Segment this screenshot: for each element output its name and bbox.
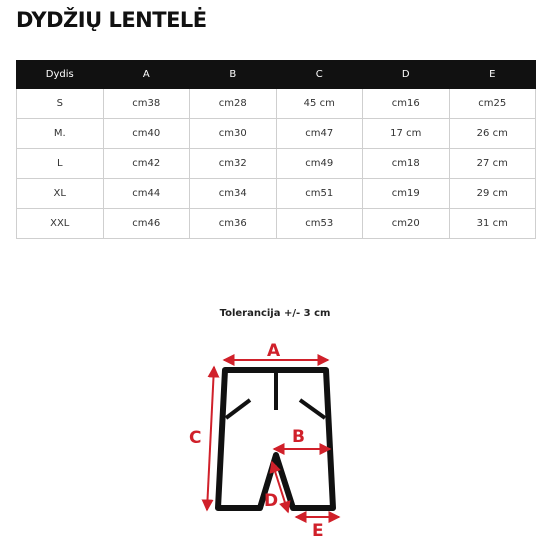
table-cell: cm42 (103, 149, 190, 179)
table-cell: 17 cm (363, 119, 450, 149)
table-cell: 29 cm (449, 179, 536, 209)
table-cell: cm38 (103, 89, 190, 119)
table-cell: S (17, 89, 104, 119)
header-a: A (103, 61, 190, 89)
header-size: Dydis (17, 61, 104, 89)
header-e: E (449, 61, 536, 89)
table-cell: XL (17, 179, 104, 209)
measure-d-label: D (264, 491, 279, 511)
table-cell: cm51 (276, 179, 363, 209)
table-cell: XXL (17, 209, 104, 239)
header-c: C (276, 61, 363, 89)
table-cell: M. (17, 119, 104, 149)
measure-c-line (207, 367, 214, 510)
table-cell: 26 cm (449, 119, 536, 149)
table-cell: 45 cm (276, 89, 363, 119)
table-cell: cm36 (190, 209, 277, 239)
table-cell: cm46 (103, 209, 190, 239)
table-cell: cm25 (449, 89, 536, 119)
table-cell: cm20 (363, 209, 450, 239)
table-cell: cm16 (363, 89, 450, 119)
header-d: D (363, 61, 450, 89)
table-cell: 31 cm (449, 209, 536, 239)
table-cell: cm47 (276, 119, 363, 149)
table-cell: cm49 (276, 149, 363, 179)
table-cell: cm28 (190, 89, 277, 119)
table-cell: cm19 (363, 179, 450, 209)
table-cell: cm30 (190, 119, 277, 149)
right-pocket-line (300, 400, 325, 418)
table-cell: L (17, 149, 104, 179)
measure-e-label: E (312, 521, 324, 541)
header-b: B (190, 61, 277, 89)
tolerance-note: Tolerancija +/- 3 cm (219, 308, 331, 319)
table-cell: 27 cm (449, 149, 536, 179)
measure-a-label: A (267, 341, 281, 361)
table-cell: cm34 (190, 179, 277, 209)
measure-b-label: B (292, 427, 305, 447)
table-cell: cm44 (103, 179, 190, 209)
table-cell: cm32 (190, 149, 277, 179)
page-title: DYDŽIŲ LENTELĖ (16, 8, 207, 32)
left-pocket-line (226, 400, 250, 418)
table-cell: cm18 (363, 149, 450, 179)
measure-c-label: C (189, 428, 202, 448)
table-cell: cm40 (103, 119, 190, 149)
table-cell: cm53 (276, 209, 363, 239)
